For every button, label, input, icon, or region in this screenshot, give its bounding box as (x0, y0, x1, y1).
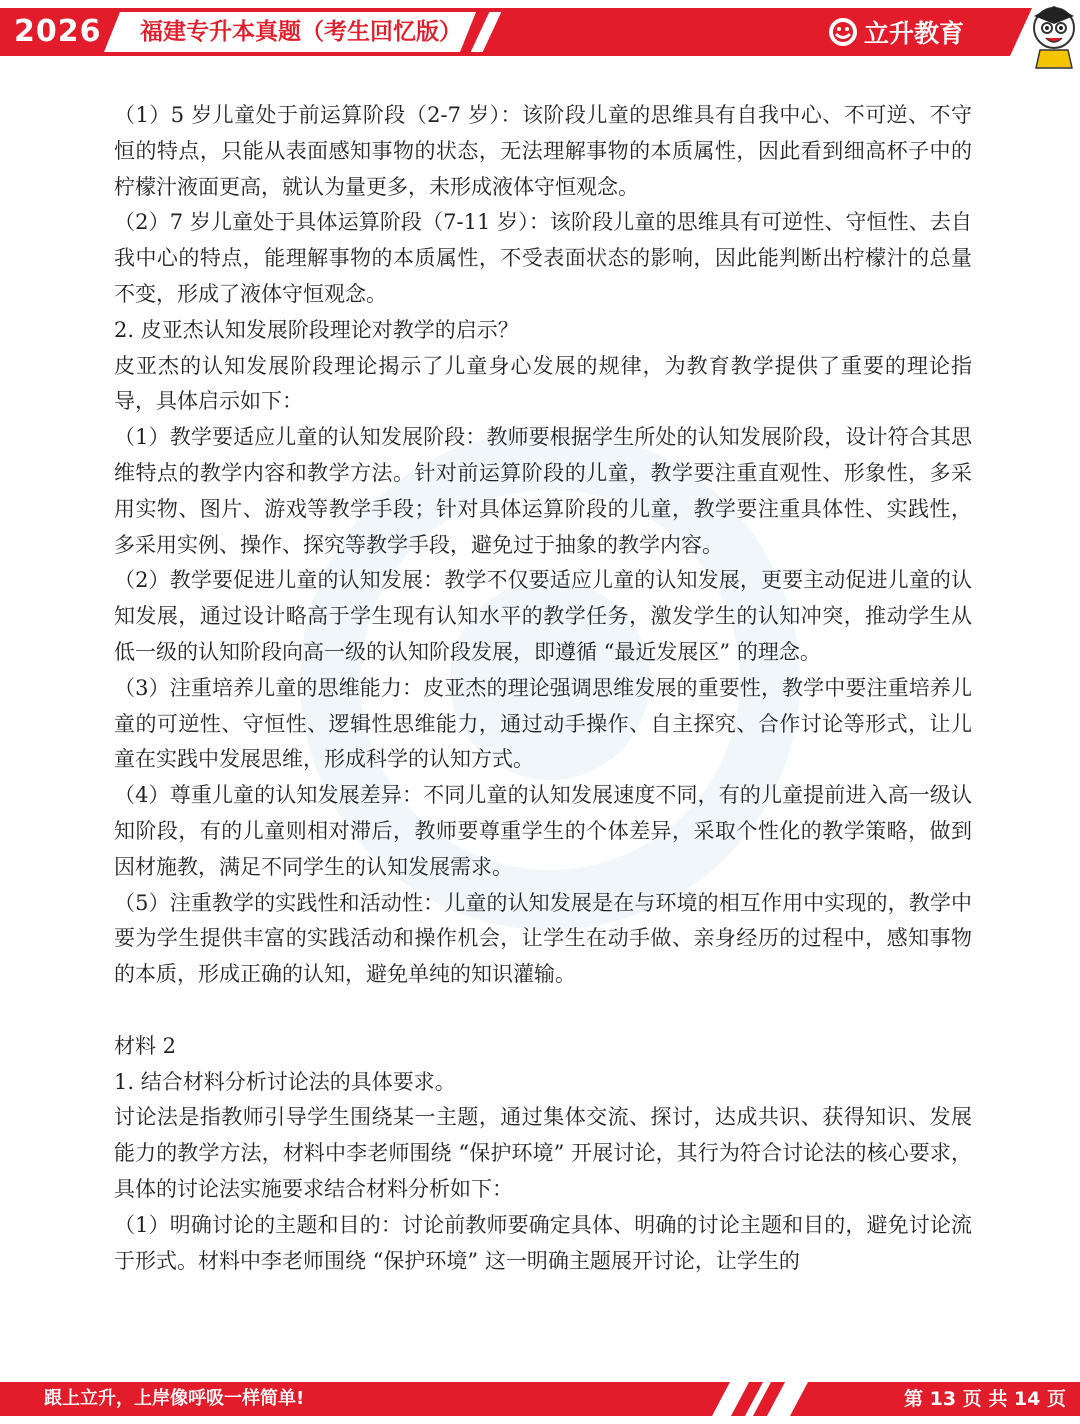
question-2-heading: 2. 皮亚杰认知发展阶段理论对教学的启示？ (114, 317, 519, 342)
page-number: 第 13 页 共 14 页 (904, 1388, 1066, 1410)
header-title: 福建专升本真题（考生回忆版） (140, 19, 462, 45)
brand-logo-icon (828, 17, 858, 47)
page-footer (0, 1382, 1080, 1424)
header-year: 2026 (14, 14, 102, 49)
material-2-question-1: 1. 结合材料分析讨论法的具体要求。 (114, 1069, 456, 1094)
paragraph-discussion-point-1: （1）明确讨论的主题和目的：讨论前教师要确定具体、明确的讨论主题和目的，避免讨论流于形式。材料中李老师围绕 “保护环境” 这一明确主题展开讨论，让学生的 (114, 1212, 972, 1273)
paragraph-point-2: （2）教学要促进儿童的认知发展：教学不仅要适应儿童的认知发展，更要主动促进儿童的认知发展，通过设计略高于学生现有认知水平的教学任务，激发学生的认知冲突，推动学生从低一级的认知阶段向高一级的认知阶段发展，即遵循 “最近发展区” 的理念。 (114, 568, 972, 664)
paragraph-point-5: （5）注重教学的实践性和活动性：儿童的认知发展是在与环境的相互作用中实现的，教学中要为学生提供丰富的实践活动和操作机会，让学生在动手做、亲身经历的过程中，感知事物的本质，形成正确的认知，避免单纯的知识灌输。 (114, 890, 972, 987)
mascot-icon (1010, 0, 1080, 70)
paragraph-stage-1: （1）5 岁儿童处于前运算阶段（2-7 岁）：该阶段儿童的思维具有自我中心、不可逆、不守恒的特点，只能从表面感知事物的状态，无法理解事物的本质属性，因此看到细高杯子中的柠檬汁液面更高，就认为量更多，未形成液体守恒观念。 (114, 103, 972, 199)
paragraph-point-1: （1）教学要适应儿童的认知发展阶段：教师要根据学生所处的认知发展阶段，设计符合其思维特点的教学内容和教学方法。针对前运算阶段的儿童，教学要注重直观性、形象性，多采用实物、图片、游戏等教学手段；针对具体运算阶段的儿童，教学要注重具体性、实践性，多采用实例、操作、探究等教学手段，避免过于抽象的教学内容。 (114, 425, 972, 557)
brand-logo (828, 12, 964, 52)
paragraph-point-4: （4）尊重儿童的认知发展差异：不同儿童的认知发展速度不同，有的儿童提前进入高一级认知阶段，有的儿童则相对滞后，教师要尊重学生的个体差异，采取个性化的教学策略，做到因材施教，满足不同学生的认知发展需求。 (114, 783, 972, 879)
page-header (0, 0, 1080, 70)
brand-name: 立升教育 (864, 19, 965, 48)
blank-line (114, 993, 972, 1029)
material-2-heading: 材料 2 (114, 1033, 177, 1058)
paragraph-discussion-intro: 讨论法是指教师引导学生围绕某一主题，通过集体交流、探讨，达成共识、获得知识、发展能力的教学方法，材料中李老师围绕 “保护环境” 开展讨论，其行为符合讨论法的核心要求，具体的讨论法实施要求结合材料分析如下： (114, 1105, 972, 1201)
paragraph-stage-2: （2）7 岁儿童处于具体运算阶段（7-11 岁）：该阶段儿童的思维具有可逆性、守恒性、去自我中心的特点，能理解事物的本质属性，不受表面状态的影响，因此能判断出柠檬汁的总量不变，形成了液体守恒观念。 (114, 210, 972, 306)
document-body (114, 98, 972, 1279)
paragraph-point-3: （3）注重培养儿童的思维能力：皮亚杰的理论强调思维发展的重要性，教学中要注重培养儿童的可逆性、守恒性、逻辑性思维能力，通过动手操作、自主探究、合作讨论等形式，让儿童在实践中发展思维，形成科学的认知方式。 (114, 675, 972, 772)
paragraph-intro: 皮亚杰的认知发展阶段理论揭示了儿童身心发展的规律，为教育教学提供了重要的理论指导，具体启示如下： (114, 353, 972, 414)
footer-slogan: 跟上立升，上岸像呼吸一样简单! (44, 1388, 305, 1409)
